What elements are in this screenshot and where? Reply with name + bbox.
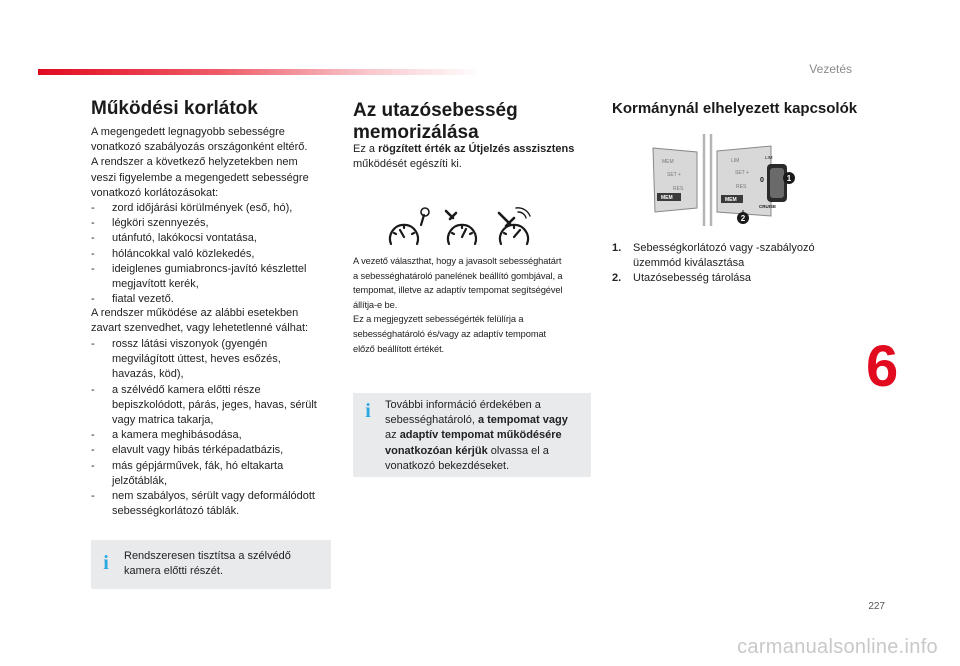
svg-text:MEM: MEM <box>662 159 674 165</box>
speed-mode-icons <box>386 207 546 253</box>
limits-intro: A megengedett legnagyobb sebességre vonatkozó szabályozás országonként eltérő. A rendszer a következő helyzetekben nem veszi figyelembe a megengedett sebességre vonatkozó korlátozásokat: <box>91 126 309 199</box>
switches-legend <box>612 241 862 287</box>
list-item: - nem szabályos, sérült vagy deformálódott sebességkorlátozó táblák. <box>91 489 336 519</box>
svg-text:SET +: SET + <box>735 170 749 176</box>
list-item: - rossz látási viszonyok (gyengén megvilágított úttest, heves esőzés, havazás, köd), <box>91 337 336 383</box>
steering-switches-figure <box>637 134 795 226</box>
page-number: 227 <box>868 601 885 612</box>
list-item: - fiatal vezető. <box>91 292 336 307</box>
list-item: - hóláncokkal való közlekedés, <box>91 247 336 262</box>
memorise-details: A vezető választhat, hogy a javasolt sebességhatárt a sebességhatároló panelének beállító gombjával, a tempomat, illetve az adaptív tempomat segítségével állítja-e be. Ez a megjegyzett sebességérték felülírja a sebességhatároló és/vagy az adaptív tempomat előző beállított értékét. <box>353 256 563 354</box>
svg-text:LIM: LIM <box>765 155 773 160</box>
svg-text:CRUISE: CRUISE <box>759 204 777 209</box>
list-item: - elavult vagy hibás térképadatbázis, <box>91 443 336 458</box>
info-box-clean-windscreen <box>91 540 331 589</box>
memorise-intro: Ez a rögzített érték az Útjelzés asszisztens működését egészíti ki. <box>353 143 575 171</box>
info-box-more-information <box>353 393 591 477</box>
svg-text:MEM: MEM <box>661 195 673 201</box>
svg-text:MEM: MEM <box>725 197 737 203</box>
list-item: - a szélvédő kamera előtti része bepiszkolódott, párás, jeges, havas, sérült vagy matrica takarja, <box>91 383 336 429</box>
svg-text:LIM: LIM <box>731 158 740 164</box>
list-item: - légköri szennyezés, <box>91 216 336 231</box>
svg-text:RES: RES <box>673 186 684 192</box>
section-title-memorise: Az utazósebesség memorizálása <box>353 100 518 143</box>
list-item: - a kamera meghibásodása, <box>91 428 336 443</box>
chapter-number: 6 <box>866 334 899 399</box>
left-stalk <box>653 148 697 212</box>
steering-column-lines <box>704 134 711 226</box>
list-item: - zord időjárási körülmények (eső, hó), <box>91 201 336 216</box>
list-item: - más gépjárművek, fák, hó eltakarta jelzőtáblák, <box>91 459 336 489</box>
list-item: - ideiglenes gumiabroncs-javító készlettel megjavított kerék, <box>91 262 336 292</box>
limits-list-ignored <box>91 201 336 307</box>
svg-text:RES: RES <box>736 184 747 190</box>
cruise-control-gauge-icon <box>446 211 476 244</box>
section-title-limits: Működési korlátok <box>91 98 258 119</box>
info-text: További információ érdekében a sebességhatároló, a tempomat vagy az adaptív tempomat működésére vonatkozóan kérjük olvassa el a vonatkozó bekezdéseket. <box>385 399 568 472</box>
section-title-steering-controls: Kormánynál elhelyezett kapcsolók <box>612 100 858 117</box>
speed-limiter-gauge-icon <box>390 208 429 244</box>
adaptive-cruise-gauge-icon <box>499 208 530 244</box>
limits-list-disturbed <box>91 337 336 519</box>
callout-1 <box>783 172 795 184</box>
info-icon: i <box>365 400 371 422</box>
info-icon: i <box>103 552 109 574</box>
watermark: carmanualsonline.info <box>737 636 938 658</box>
svg-text:2: 2 <box>740 214 746 223</box>
info-text: Rendszeresen tisztítsa a szélvédő kamera előtti részét. <box>124 550 291 578</box>
svg-text:SET +: SET + <box>667 172 681 178</box>
svg-text:0: 0 <box>760 177 764 184</box>
right-stalk <box>717 146 787 216</box>
list-item: 1. Sebességkorlátozó vagy -szabályozó üzemmód kiválasztása <box>612 242 815 270</box>
limits-intro-2: A rendszer működése az alábbi esetekben zavart szenvedhet, vagy lehetetlenné válhat: <box>91 307 309 335</box>
list-item: - utánfutó, lakókocsi vontatása, <box>91 231 336 246</box>
section-name: Vezetés <box>809 62 852 76</box>
header-accent-bar <box>38 69 483 75</box>
svg-text:1: 1 <box>786 174 792 183</box>
list-item: 2. Utazósebesség tárolása <box>612 272 752 285</box>
